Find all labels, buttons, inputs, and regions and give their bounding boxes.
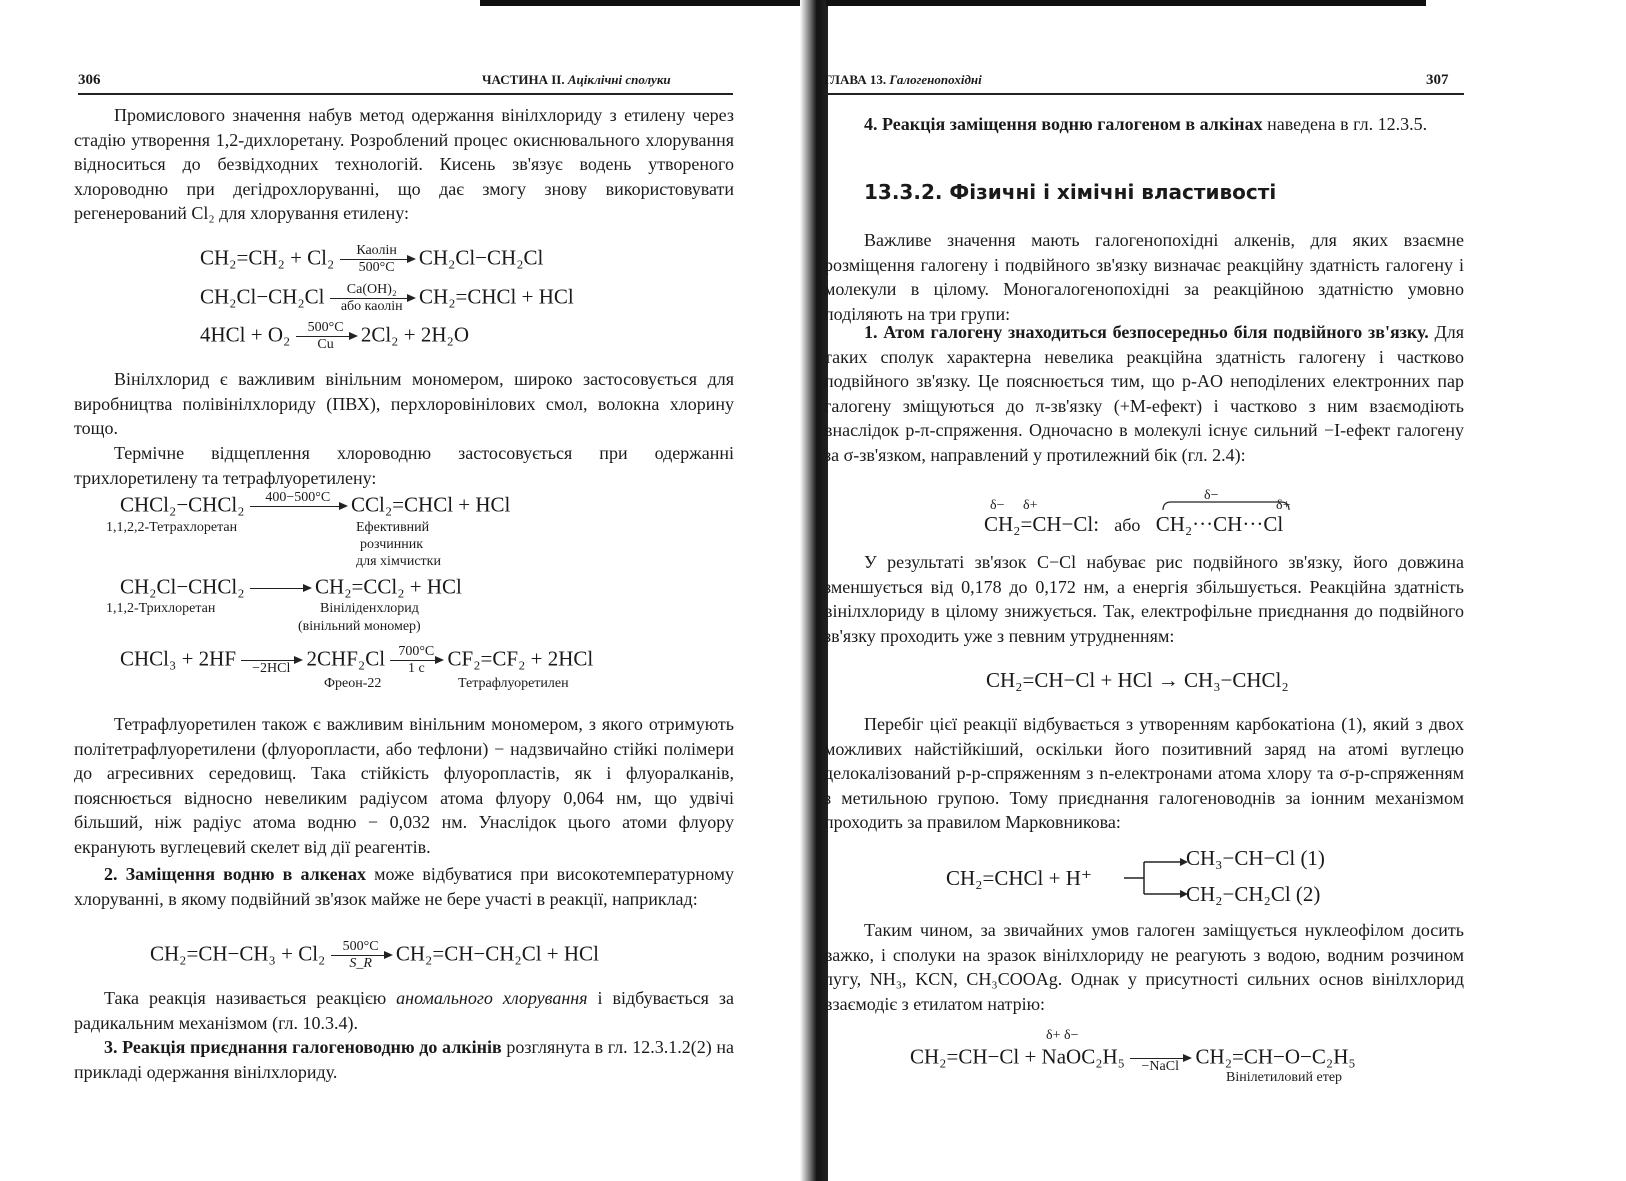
compound-label: для хімчистки bbox=[356, 554, 441, 569]
resonance-structure: CH₂=CH−Cl: або CH₂···CH···Cl bbox=[984, 512, 1284, 536]
compound-label: 1,1,2,2-Тетрахлоретан bbox=[106, 520, 238, 535]
paragraph: Термічне відщеплення хлороводню застосовується при одержанні трихлоретилену та тетрафлуоретилену: bbox=[74, 443, 734, 488]
equation: CH₂=CHCl + H⁺ bbox=[946, 866, 1092, 890]
delta-charge: δ− bbox=[990, 498, 1005, 513]
equation: CH₂=CH−Cl + NaOC₂H₅ −NaCl CH₂=CH−O−C₂H₅ bbox=[910, 1044, 1356, 1074]
brace-line bbox=[1161, 498, 1291, 512]
compound-label: Вінілетиловий етер bbox=[1226, 1070, 1343, 1085]
delta-charge: δ+ bbox=[1276, 498, 1291, 513]
paragraph: 2. Заміщення водню в алкенах може відбуватися при високотемпературному хлоруванні, в якому подвійний зв'язок майже не бере участі в реакції, наприклад: bbox=[74, 864, 734, 909]
equation: CH₂=CH−Cl + HCl → CH₃−CHCl₂ bbox=[986, 668, 1289, 692]
paragraph: Важливе значення мають галогенопохідні алкенів, для яких взаємне розміщення галогену і подвійного зв'язку визначає реакційну здатність галогену і молекули в цілому. Моногалогенопохідні за реакційною здатністю умовно поділяють на три групи: bbox=[824, 230, 1464, 324]
compound-label: Фреон-22 bbox=[324, 676, 382, 691]
left-page bbox=[0, 0, 800, 1181]
page-number-right: 307 bbox=[1426, 72, 1449, 88]
compound-label: (вінільний мономер) bbox=[298, 619, 421, 634]
running-head-left: ЧАСТИНА II. Аціклічні сполуки bbox=[482, 72, 671, 87]
equation: CHCl₂−CHCl₂ 400−500°C CCl₂=CHCl + HCl bbox=[120, 490, 511, 517]
paragraph: Перебіг цієї реакції відбувається з утворенням карбокатіона (1), який з двох можливих найстійкіший, оскільки його позитивний заряд на атомі вуглецю делокалізований p-p-спряженням з n-електронами атома хлору та σ-p-спряженням з метильною групою. Тому приєднання галогеноводнів за іонним механізмом проходить за правилом Марковникова: bbox=[824, 714, 1464, 832]
delta-charge: δ+ δ− bbox=[1046, 1028, 1079, 1043]
equation: CH₂=CH−CH₃ + Cl₂ $\frac{500^\circ C}{S\_R}$ CH₂=CH−CH₂Cl + HCl bbox=[150, 939, 599, 971]
carbocation-1: CH₃−CH−Cl (1) bbox=[1186, 846, 1325, 870]
carbocation-2: CH₂−CH₂Cl (2) bbox=[1186, 882, 1321, 906]
scan-edge bbox=[480, 0, 800, 6]
running-head-right: ГЛАВА 13. Галогенопохідні bbox=[824, 72, 982, 87]
paragraph: Вінілхлорид є важливим вінільним мономером, широко застосовується для виробництва полівінілхлориду (ПВХ), перхлоровінілових смол, волокна хлорину тощо. bbox=[74, 369, 734, 438]
compound-label: розчинник bbox=[360, 537, 424, 552]
paragraph: 1. Атом галогену знаходиться безпосередньо біля подвійного зв'язку. Для таких сполук характерна невелика реакційна здатність галогену і частково подвійного зв'язку. Це пояснюється тим, що p-AO неподілених електронних пар галогену зміщуються до π-зв'язку (+M-ефект) і частково з ним взаємодіють внаслідок p-π-спряження. Одночасно в молекулі існує сильний −I-ефект галогену за σ-зв'язком, направлений у протилежний бік (гл. 2.4): bbox=[824, 322, 1465, 465]
paragraph: Тетрафлуоретилен також є важливим вінільним мономером, з якого отримують політетрафлуоретилени (флуоропласти, або тефлони) − надзвичайно стійкі полімери до агресивних середовищ. Така стійкість флуоропластів, як і флуоралканів, пояснюється відносно невеликим радіусом атома флуору 0,064 нм, що удвічі більший, ніж радіус атома водню − 0,032 нм. Унаслідок цього атоми флуору екранують вуглецевий скелет від дії реагентів. bbox=[74, 714, 734, 857]
right-page bbox=[806, 0, 1626, 1181]
compound-label: Тетрафлуоретилен bbox=[458, 676, 569, 691]
header-rule bbox=[824, 93, 1464, 95]
delta-charge: δ− bbox=[1204, 488, 1219, 503]
paragraph: Таким чином, за звичайних умов галоген заміщується нуклеофілом досить важко, і сполуки на зразок вінілхлориду не реагують з водою, водним розчином лугу, NH₃, KCN, CH₃COOAg. Однак у присутності сильних основ вінілхлорид взаємодіє з етилатом натрію: bbox=[824, 920, 1464, 1014]
page-number-left: 306 bbox=[78, 72, 101, 88]
header-rule bbox=[78, 93, 733, 95]
paragraph: 4. Реакція заміщення водню галогеном в алкінах наведена в гл. 12.3.5. bbox=[864, 114, 1428, 134]
paragraph: 3. Реакція приєднання галогеноводню до алкінів розглянута в гл. 12.3.1.2(2) на прикладі одержання вінілхлориду. bbox=[74, 1037, 734, 1082]
compound-label: Вініліденхлорид bbox=[320, 601, 419, 616]
compound-label: 1,1,2-Трихлоретан bbox=[106, 601, 216, 616]
compound-label: Ефективний bbox=[356, 520, 430, 535]
delta-charge: δ+ bbox=[1023, 498, 1038, 513]
equation: CH₂Cl−CHCl₂ CH₂=CCl₂ + HCl bbox=[120, 574, 462, 599]
equation: CH₂=CH₂ + Cl₂ Каолін 500°C CH₂Cl−CH₂Cl bbox=[200, 243, 544, 275]
branch-arrows bbox=[1124, 858, 1188, 898]
paragraph: Промислового значення набув метод одержання вінілхлориду з етилену через стадію утворення 1,2-дихлоретану. Розроблений процес окиснювального хлорування відноситься до безвідходних технологій. Кисень зв'язує водень утвореного хлороводню при дегідрохлоруванні, що дає змогу знову використовувати регенерований Cl₂ для хлорування етилену: bbox=[74, 105, 734, 223]
paragraph: У результаті зв'язок C−Cl набуває рис подвійного зв'язку, його довжина зменшується від 0,178 до 0,172 нм, а енергія збільшується. Реакційна здатність вінілхлориду в цілому знижується. Так, електрофільне приєднання до подвійного зв'язку проходить уже з певним утрудненням: bbox=[824, 552, 1464, 646]
paragraph: Така реакція називається реакцією аномального хлорування і відбувається за радикальним механізмом (гл. 10.3.4). bbox=[74, 988, 734, 1033]
section-heading: 13.3.2. Фізичні і хімічні властивості bbox=[864, 180, 1277, 204]
equation: CHCl₃ + 2HF −2HCl 2CHF₂Cl 700°C 1 с CF₂=CF₂ + 2HCl bbox=[120, 644, 594, 676]
scan-edge bbox=[826, 0, 1426, 6]
equation: 4HCl + O₂ $\frac{500^\circ C}{Cu}$ 2Cl₂ + 2H₂O bbox=[200, 320, 470, 352]
equation: CH₂Cl−CH₂Cl Ca(OH)₂ або каолін CH₂=CHCl + HCl bbox=[200, 282, 574, 314]
